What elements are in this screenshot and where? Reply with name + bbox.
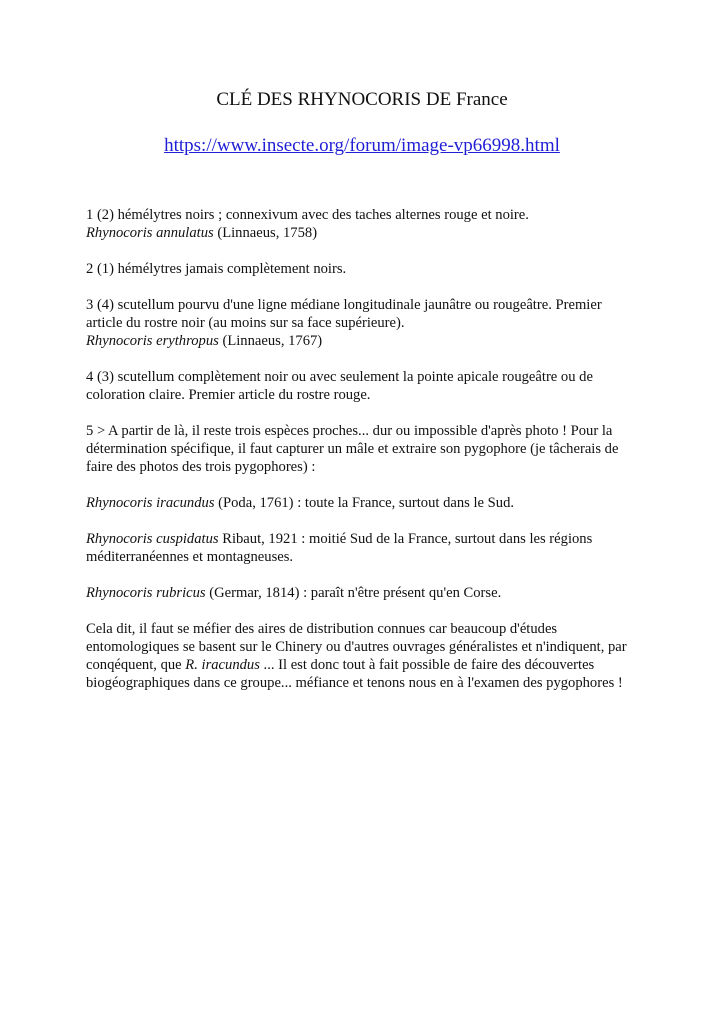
- key-step-text: 3 (4) scutellum pourvu d'une ligne médiane longitudinale jaunâtre ou rougeâtre. Premier article du rostre noir (au moins sur sa face supérieure).: [86, 297, 602, 331]
- key-step-1: [86, 206, 638, 242]
- key-step-text: 4 (3) scutellum complètement noir ou avec seulement la pointe apicale rougeâtre ou de coloration claire. Premier article du rostre rouge.: [86, 369, 593, 403]
- key-step-text: 5 > A partir de là, il reste trois espèces proches... dur ou impossible d'après photo ! Pour la détermination spécifique, il faut capturer un mâle et extraire son pygophore (je tâcherais de faire des photos des trois pygophores) :: [86, 423, 619, 475]
- document-body: [86, 206, 638, 692]
- key-step-2: [86, 260, 638, 278]
- key-step-4: [86, 368, 638, 404]
- key-step-3: [86, 296, 638, 350]
- species-name: Rhynocoris iracundus: [86, 495, 215, 511]
- page-title: CLÉ DES RHYNOCORIS DE France: [216, 89, 508, 110]
- species-author: (Linnaeus, 1767): [218, 333, 323, 349]
- species-name: Rhynocoris annulatus: [86, 225, 214, 241]
- species-name: Rhynocoris rubricus: [86, 585, 206, 601]
- species-note-text: (Poda, 1761) : toute la France, surtout dans le Sud.: [214, 495, 515, 511]
- species-name: Rhynocoris erythropus: [86, 333, 219, 349]
- species-name: R. iracundus: [185, 657, 260, 673]
- species-note-text: Ribaut, 1921 : moitié Sud de la France, surtout dans les régions méditerranéennes et montagneuses.: [86, 531, 593, 565]
- key-step-text: 2 (1) hémélytres jamais complètement noirs.: [86, 261, 347, 277]
- conclusion-text-before: Cela dit, il faut se méfier des aires de distribution connues car beaucoup d'études entomologiques se basent sur le Chinery ou d'autres ouvrages généralistes et n'indiquent, par conqéquent, que: [86, 621, 627, 673]
- species-note-rubricus: [86, 584, 638, 602]
- species-note-text: (Germar, 1814) : paraît n'être présent qu'en Corse.: [205, 585, 502, 601]
- species-name: Rhynocoris cuspidatus: [86, 531, 219, 547]
- species-note-iracundus: [86, 494, 638, 512]
- species-note-cuspidatus: [86, 530, 638, 566]
- species-author: (Linnaeus, 1758): [213, 225, 318, 241]
- key-step-5: [86, 422, 638, 476]
- conclusion-paragraph: [86, 620, 638, 692]
- key-step-text: 1 (2) hémélytres noirs ; connexivum avec des taches alternes rouge et noire.: [86, 207, 529, 223]
- species-line: [86, 332, 638, 350]
- species-line: [86, 224, 638, 242]
- source-link[interactable]: https://www.insecte.org/forum/image-vp66998.html: [164, 135, 560, 156]
- conclusion-text-after: ... Il est donc tout à fait possible de faire des découvertes biogéographiques dans ce groupe... méfiance et tenons nous en à l'examen des pygophores !: [86, 657, 623, 691]
